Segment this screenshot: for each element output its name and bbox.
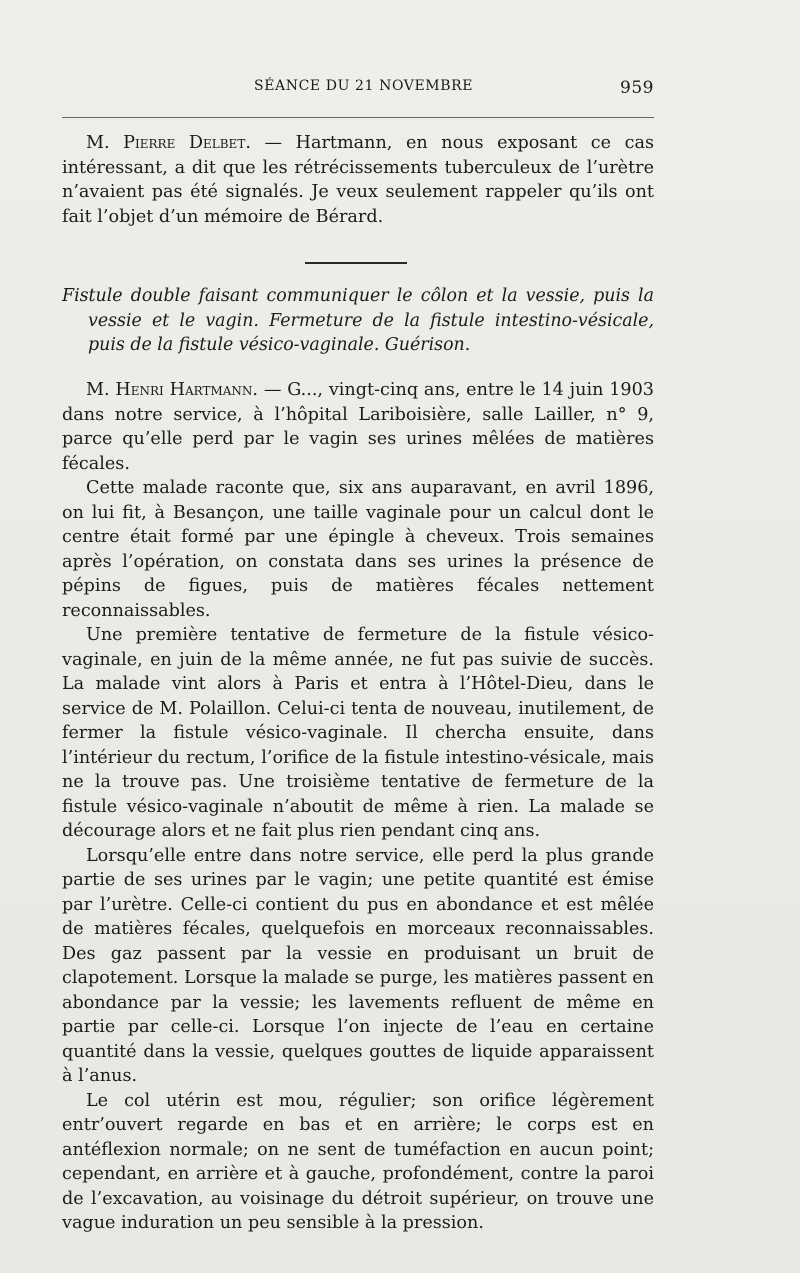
article-paragraph-2: Cette malade raconte que, six ans auparavant, en avril 1896, on lui fit, à Besançon, une taille vaginale pour un calcul dont le centre était formé par une épingle à cheveux. Trois semaines après l’opération, on constata dans ses urines la présence de pépins de figues, puis de matières fécales nettement reconnaissables.: [62, 478, 654, 621]
intro-paragraph: [62, 131, 654, 229]
article-speaker: M. Henri Hartmann.: [86, 380, 258, 400]
paragraph-text: — G..., vingt-cinq ans, entre le 14 juin 1903 dans notre service, à l’hôpital Lariboisière, salle Lailler, n° 9, parce qu’elle perd par le vagin ses urines mêlées de matières fécales.: [62, 380, 654, 474]
header-rule: [62, 117, 654, 118]
page-number: 959: [620, 78, 654, 98]
article-paragraph-1: [62, 378, 654, 476]
article-body: [62, 378, 654, 1236]
article-paragraph-4: Lorsqu’elle entre dans notre service, elle perd la plus grande partie de ses urines par le vagin; une petite quantité est émise par l’urètre. Celle-ci contient du pus en abondance et est mêlée de matières fécales, quelquefois en morceaux reconnaissables. Des gaz passent par la vessie en produisant un bruit de clapotement. Lorsque la malade se purge, les matières passent en abondance par la vessie; les lavements refluent de même en partie par celle-ci. Lorsque l’on injecte de l’eau en certaine quantité dans la vessie, quelques gouttes de liquide apparaissent à l’anus.: [62, 845, 654, 1086]
article-paragraph-3: Une première tentative de fermeture de la fistule vésico-vaginale, en juin de la même année, ne fut pas suivie de succès. La malade vint alors à Paris et entra à l’Hôtel-Dieu, dans le service de M. Polaillon. Celui-ci tenta de nouveau, inutilement, de fermer la fistule vésico-vaginale. Il chercha ensuite, dans l’intérieur du rectum, l’orifice de la fistule intestino-vésicale, mais ne la trouve pas. Une troisième tentative de fermeture de la fistule vésico-vaginale n’aboutit de même à rien. La malade se décourage alors et ne fait plus rien pendant cinq ans.: [62, 625, 654, 841]
article-paragraph-5: Le col utérin est mou, régulier; son orifice légèrement entr’ouvert regarde en bas et en arrière; le corps est en antéflexion normale; on ne sent de tuméfaction en aucun point; cependant, en arrière et à gauche, profondément, contre la paroi de l’excavation, au voisinage du détroit supérieur, on trouve une vague induration un peu sensible à la pression.: [62, 1090, 654, 1233]
article-title: Fistule double faisant communiquer le côlon et la vessie, puis la vessie et le vagin. Fermeture de la fistule intestino-vésicale, puis de la fistule vésico-vaginale. Guérison.: [62, 286, 654, 355]
intro-remark: [62, 131, 654, 229]
header-title: SÉANCE DU 21 NOVEMBRE: [254, 78, 474, 94]
section-divider: [305, 262, 407, 264]
article-title-block: [62, 284, 654, 358]
running-header: [62, 78, 654, 100]
intro-text: — Hartmann, en nous exposant ce cas intéressant, a dit que les rétrécissements tuberculeux de l’urètre n’avaient pas été signalés. Je veux seulement rappeler qu’ils ont fait l’objet d’un mémoire de Bérard.: [62, 133, 654, 227]
intro-speaker: M. Pierre Delbet.: [86, 133, 251, 153]
